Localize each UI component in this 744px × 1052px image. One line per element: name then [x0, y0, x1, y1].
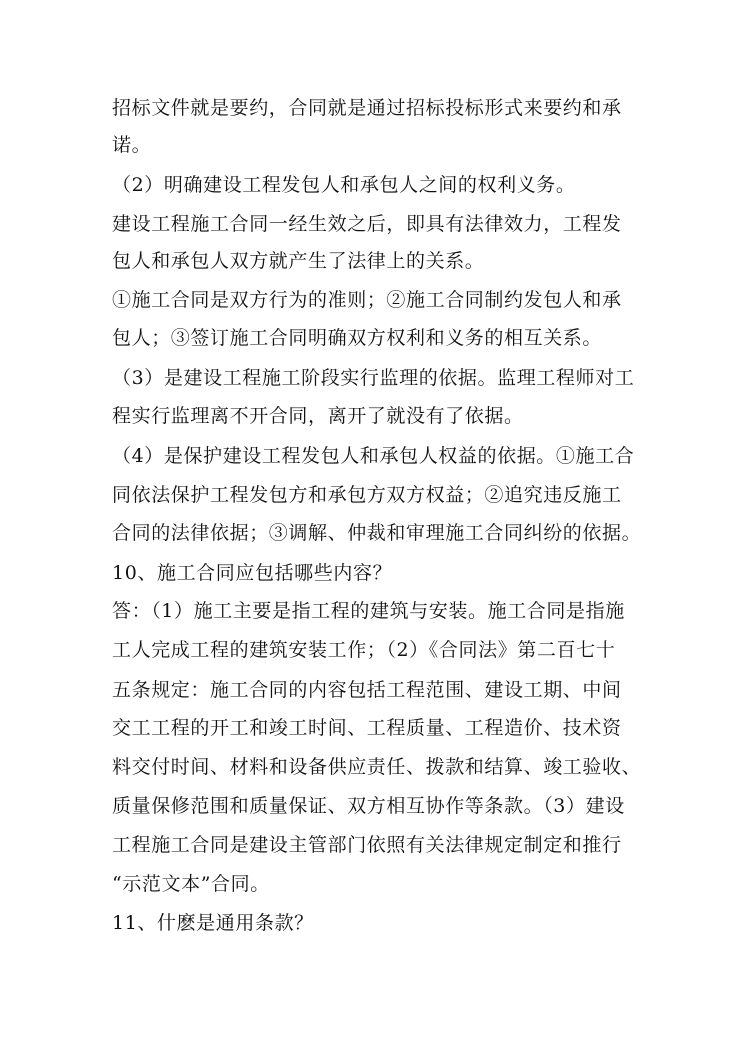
text-line-1: 招标文件就是要约，合同就是通过招标投标形式来要约和承 — [112, 97, 622, 119]
text-line-20: 工程施工合同是建设主管部门依照有关法律规定制定和推行 — [112, 834, 622, 856]
text-line-22: 11、什麽是通用条款？ — [112, 912, 314, 934]
text-line-7: 包人；③签订施工合同明确双方权利和义务的相互关系。 — [112, 327, 603, 349]
text-line-18: 料交付时间、材料和设备供应责任、拨款和结算、竣工验收、 — [112, 756, 642, 778]
text-line-6: ①施工合同是双方行为的准则；②施工合同制约发包人和承 — [112, 289, 622, 311]
text-line-2: 诺。 — [112, 134, 152, 156]
text-line-9: 程实行监理离不开合同，离开了就没有了依据。 — [112, 405, 524, 427]
text-line-15: 工人完成工程的建筑安装工作；（2）《合同法》第二百七十 — [112, 639, 616, 661]
text-line-11: 同依法保护工程发包方和承包方双方权益；②追究违反施工 — [112, 484, 622, 506]
text-line-8: （3）是建设工程施工阶段实行监理的依据。监理工程师对工 — [112, 367, 635, 389]
text-line-13: 10、施工合同应包括哪些内容？ — [112, 562, 393, 584]
text-line-12: 合同的法律依据；③调解、仲裁和审理施工合同纠纷的依据。 — [112, 522, 642, 544]
text-line-10: （4）是保护建设工程发包人和承包人权益的依据。①施工合 — [112, 445, 635, 467]
text-line-4: 建设工程施工合同一经生效之后，即具有法律效力，工程发 — [112, 213, 622, 235]
text-line-5: 包人和承包人双方就产生了法律上的关系。 — [112, 250, 485, 272]
text-line-14: 答：（1）施工主要是指工程的建筑与安装。施工合同是指施 — [112, 600, 625, 622]
text-line-19: 质量保修范围和质量保证、双方相互协作等条款。（3）建设 — [112, 795, 625, 817]
text-line-16: 五条规定：施工合同的内容包括工程范围、建设工期、中间 — [112, 679, 622, 701]
text-line-3: （2）明确建设工程发包人和承包人之间的权利义务。 — [112, 174, 576, 196]
text-line-21: “示范文本”合同。 — [112, 873, 270, 895]
text-line-17: 交工工程的开工和竣工时间、工程质量、工程造价、技术资 — [112, 717, 622, 739]
